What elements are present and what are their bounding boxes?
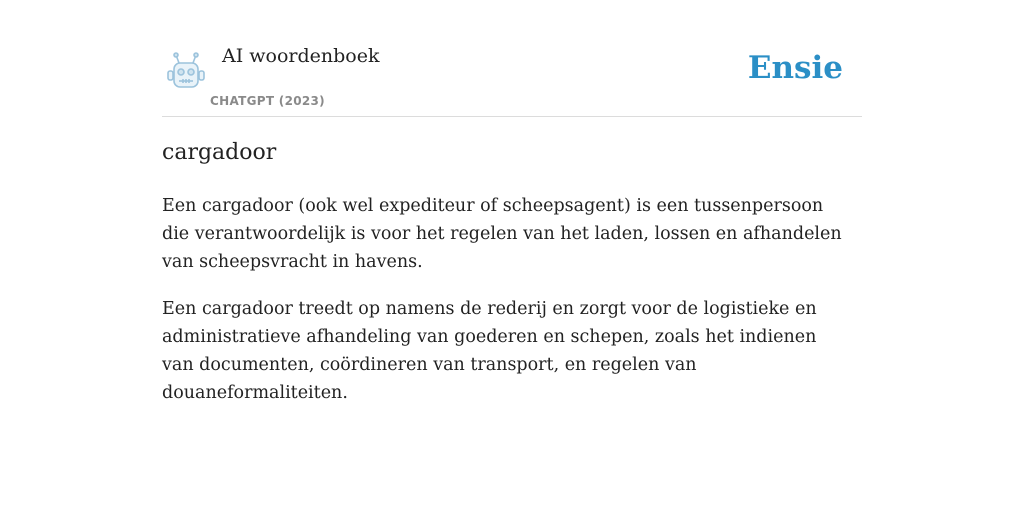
entry-definition (162, 192, 852, 426)
entry-term: cargadoor (162, 140, 277, 165)
definition-paragraph: Een cargadoor (ook wel expediteur of scheepsagent) is een tussenpersoon die verantwoordelijk is voor het regelen van het laden, lossen en afhandelen van scheepsvracht in havens. (162, 196, 842, 272)
definition-paragraph: Een cargadoor treedt op namens de rederij en zorgt voor de logistieke en administratieve afhandeling van goederen en schepen, zoals het indienen van documenten, coördineren van transport, en regelen van douaneformaliteiten. (162, 299, 817, 403)
source-title[interactable]: AI woordenboek (222, 45, 380, 67)
brand-logo[interactable]: Ensie (747, 50, 843, 86)
source-header (162, 40, 862, 117)
robot-icon (166, 52, 206, 90)
source-subtitle: CHATGPT (2023) (210, 94, 325, 108)
